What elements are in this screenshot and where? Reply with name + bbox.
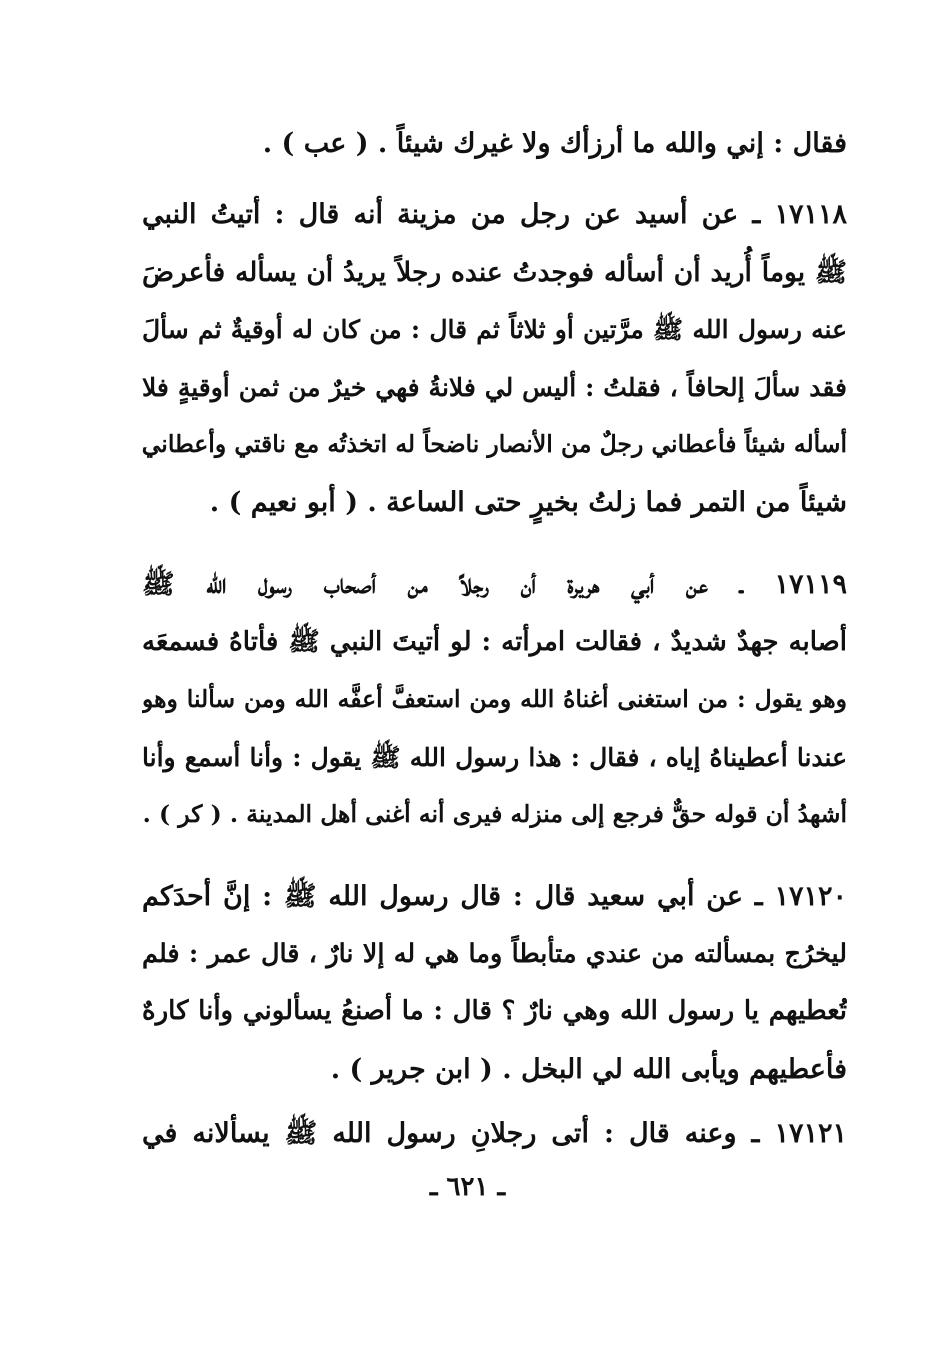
text-line: ١٧١١٨ ـ عن أسيد عن رجل من مزينة أنه قال : أتيتُ النبي: [142, 199, 847, 230]
hadith-17120: [142, 868, 847, 1098]
text-line: فقال : إني والله ما أرزأك ولا غيرك شيئاً . ( عب ) .: [262, 128, 847, 159]
text-line: شيئاً من التمر فما زلتُ بخيرٍ حتى الساعة . ( أبو نعيم ) .: [209, 486, 847, 518]
text-line: تُعطيهم يا رسول الله وهي نارٌ ؟ قال : ما أصنعُ يسألوني وأنا كارهٌ: [142, 996, 847, 1026]
text-line: أشهدُ أن قوله حقٌّ فرجع إلى منزله فيرى أنه أغنى أهل المدينة . ( كر ) .: [142, 800, 847, 828]
text-line: فأعطيهم ويأبى الله لي البخل . ( ابن جرير ) .: [330, 1053, 847, 1085]
page-number: ـ ٦٢١ ـ: [429, 1172, 506, 1202]
text-line: ١٧١٢١ ـ وعنه قال : أتى رجلانِ رسول الله ﷺ يسألانه في: [142, 1118, 847, 1149]
text-line: ﷺ يوماً أُريد أن أسأله فوجدتُ عنده رجلاً يريدُ أن يسأله فأعرضَ: [142, 256, 847, 288]
text-line: وهو يقول : من استغنى أغناهُ الله ومن استعفَّ أعفَّه الله ومن سألنا وهو: [142, 685, 847, 713]
hadith-17118: [142, 186, 847, 531]
text-line: فقد سألَ إلحافاً ، فقلتُ : أليس لي فلانةُ فهي خيرٌ من ثمن أوقيةٍ فلا: [142, 372, 847, 402]
paragraph-continuation: [142, 115, 847, 173]
text-line: ١٧١٢٠ ـ عن أبي سعيد قال : قال رسول الله ﷺ : إنَّ أحدَكم: [142, 881, 847, 912]
hadith-17119: [142, 556, 847, 844]
text-line: أصابه جهدٌ شديدٌ ، فقالت امرأته : لو أتيتَ النبي ﷺ فأتاهُ فسمعَه: [142, 626, 847, 657]
text-line: ليخرُج بمسألته من عندي متأبطاً وما هي له إلا نارٌ ، قال عمر : فلم: [142, 938, 847, 969]
text-line: عنه رسول الله ﷺ مرَّتين أو ثلاثاً ثم قال : من كان له أوقيةٌ ثم سألَ: [142, 315, 847, 344]
text-line: أسأله شيئاً فأعطاني رجلٌ من الأنصار ناضحاً له اتخذتُه مع ناقتي وأعطاني: [142, 430, 847, 458]
hadith-17121: [142, 1105, 847, 1163]
text-line: عندنا أعطيناهُ إياه ، فقال : هذا رسول الله ﷺ يقول : وأنا أسمع وأنا: [142, 742, 847, 772]
text-line: ١٧١١٩ ـ عن أبي هريرة أن رجلاً من أصحاب رسول الله ﷺ: [142, 569, 847, 600]
